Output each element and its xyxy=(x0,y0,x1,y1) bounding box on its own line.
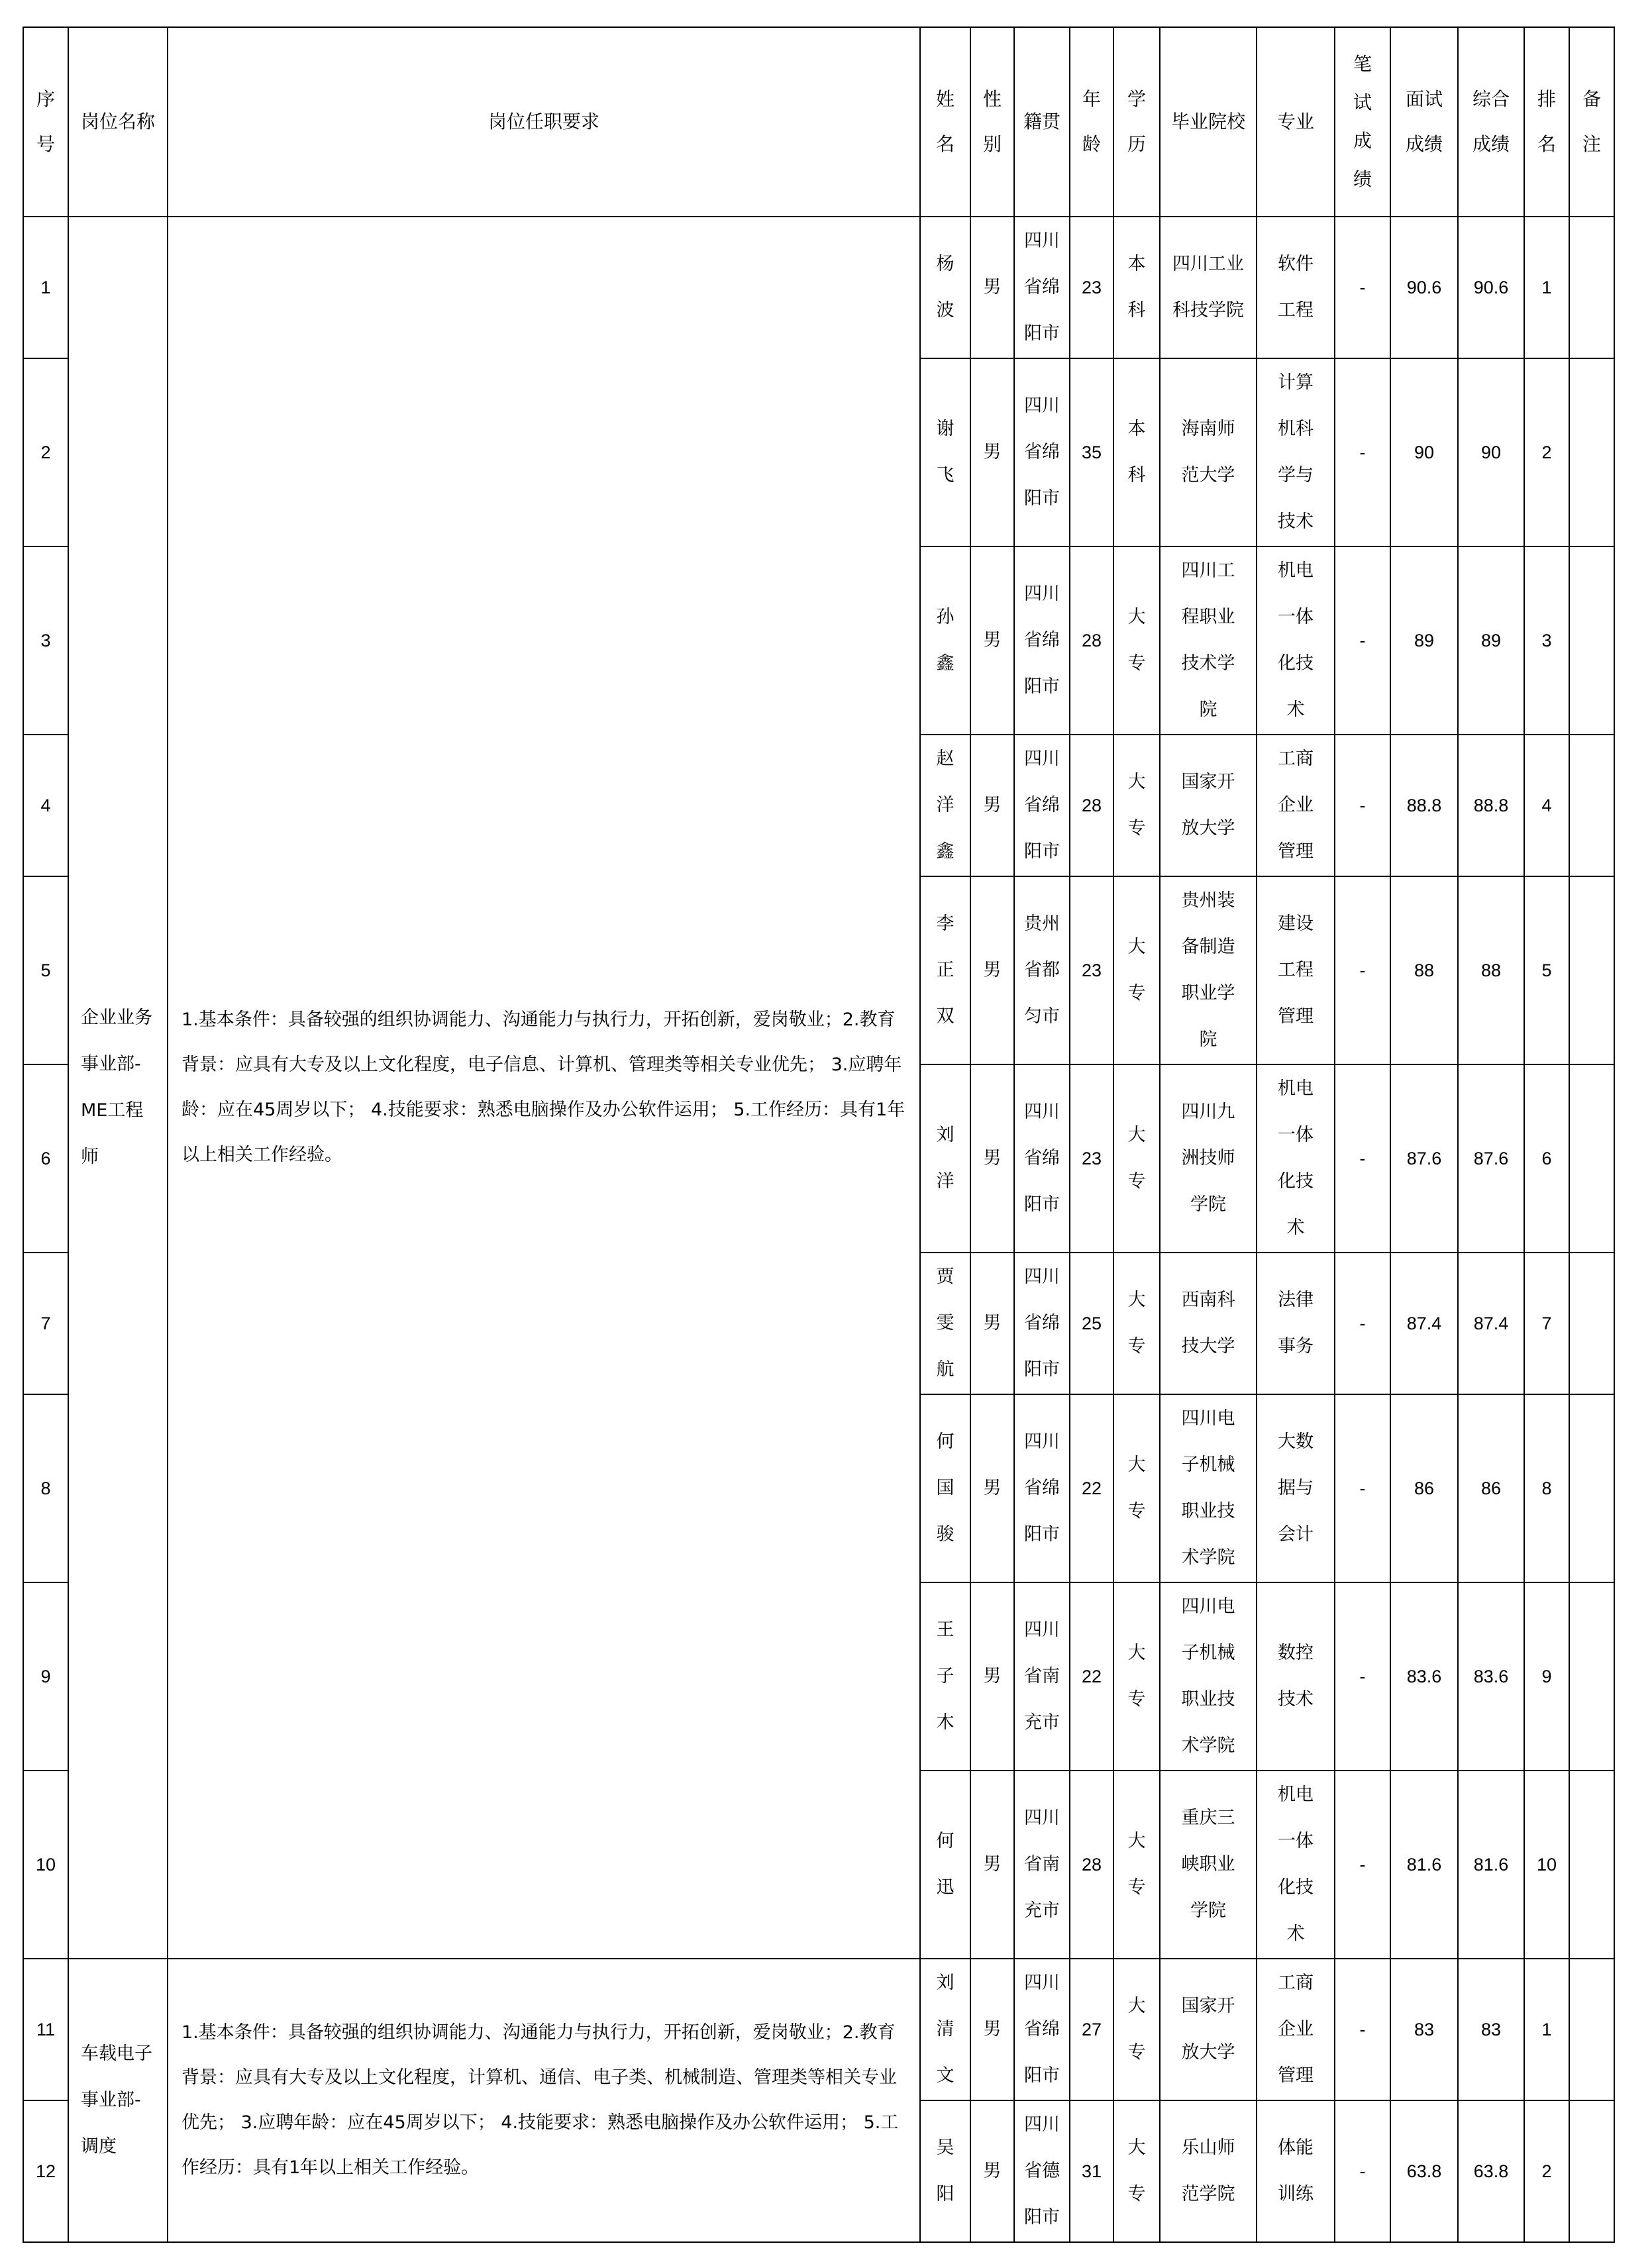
cell-total: 86 xyxy=(1458,1394,1524,1582)
cell-written: - xyxy=(1335,358,1390,546)
cell-no: 3 xyxy=(23,546,68,735)
cell-school: 四川工程职业技术学院 xyxy=(1160,546,1257,735)
cell-origin: 四川省绵阳市 xyxy=(1014,1064,1070,1253)
cell-major: 工商企业管理 xyxy=(1257,735,1335,876)
cell-note xyxy=(1569,1253,1614,1394)
cell-total: 88 xyxy=(1458,876,1524,1064)
cell-rank: 1 xyxy=(1524,1959,1569,2100)
cell-rank: 9 xyxy=(1524,1582,1569,1771)
cell-interview: 83.6 xyxy=(1390,1582,1458,1771)
cell-name: 吴阳 xyxy=(920,2100,970,2242)
header-position: 岗位名称 xyxy=(68,27,168,217)
cell-written: - xyxy=(1335,546,1390,735)
cell-total: 90.6 xyxy=(1458,217,1524,358)
cell-school: 西南科技大学 xyxy=(1160,1253,1257,1394)
header-education: 学历 xyxy=(1113,27,1160,217)
cell-major: 软件工程 xyxy=(1257,217,1335,358)
cell-name: 王子木 xyxy=(920,1582,970,1771)
cell-gender: 男 xyxy=(970,358,1014,546)
cell-name: 孙鑫 xyxy=(920,546,970,735)
header-origin: 籍贯 xyxy=(1014,27,1070,217)
cell-name: 杨波 xyxy=(920,217,970,358)
cell-education: 本科 xyxy=(1113,217,1160,358)
cell-no: 11 xyxy=(23,1959,68,2100)
cell-gender: 男 xyxy=(970,735,1014,876)
cell-rank: 1 xyxy=(1524,217,1569,358)
cell-rank: 5 xyxy=(1524,876,1569,1064)
cell-written: - xyxy=(1335,876,1390,1064)
cell-school: 四川工业科技学院 xyxy=(1160,217,1257,358)
cell-note xyxy=(1569,1582,1614,1771)
cell-name: 刘清文 xyxy=(920,1959,970,2100)
cell-origin: 四川省南充市 xyxy=(1014,1771,1070,1959)
cell-age: 23 xyxy=(1070,876,1113,1064)
results-table xyxy=(23,26,1615,2243)
cell-education: 本科 xyxy=(1113,358,1160,546)
cell-age: 28 xyxy=(1070,1771,1113,1959)
cell-no: 12 xyxy=(23,2100,68,2242)
cell-note xyxy=(1569,2100,1614,2242)
cell-gender: 男 xyxy=(970,1394,1014,1582)
cell-written: - xyxy=(1335,1959,1390,2100)
cell-interview: 87.4 xyxy=(1390,1253,1458,1394)
cell-note xyxy=(1569,1394,1614,1582)
cell-gender: 男 xyxy=(970,1771,1014,1959)
cell-written: - xyxy=(1335,1771,1390,1959)
cell-interview: 83 xyxy=(1390,1959,1458,2100)
cell-education: 大专 xyxy=(1113,735,1160,876)
cell-note xyxy=(1569,546,1614,735)
cell-education: 大专 xyxy=(1113,1064,1160,1253)
cell-written: - xyxy=(1335,735,1390,876)
table-row xyxy=(23,217,1614,358)
cell-education: 大专 xyxy=(1113,2100,1160,2242)
cell-education: 大专 xyxy=(1113,876,1160,1064)
cell-written: - xyxy=(1335,217,1390,358)
header-school: 毕业院校 xyxy=(1160,27,1257,217)
header-gender: 性别 xyxy=(970,27,1014,217)
cell-name: 贾雯航 xyxy=(920,1253,970,1394)
cell-note xyxy=(1569,358,1614,546)
cell-age: 23 xyxy=(1070,217,1113,358)
cell-rank: 2 xyxy=(1524,2100,1569,2242)
cell-major: 计算机科学与技术 xyxy=(1257,358,1335,546)
cell-position: 企业业务事业部-ME工程师 xyxy=(68,217,168,1959)
cell-interview: 90 xyxy=(1390,358,1458,546)
cell-position: 车载电子事业部-调度 xyxy=(68,1959,168,2242)
cell-total: 88.8 xyxy=(1458,735,1524,876)
cell-age: 35 xyxy=(1070,358,1113,546)
header-age: 年龄 xyxy=(1070,27,1113,217)
header-name: 姓名 xyxy=(920,27,970,217)
cell-no: 8 xyxy=(23,1394,68,1582)
cell-gender: 男 xyxy=(970,1582,1014,1771)
cell-note xyxy=(1569,735,1614,876)
cell-no: 10 xyxy=(23,1771,68,1959)
cell-rank: 8 xyxy=(1524,1394,1569,1582)
cell-major: 大数据与会计 xyxy=(1257,1394,1335,1582)
cell-total: 90 xyxy=(1458,358,1524,546)
cell-origin: 四川省绵阳市 xyxy=(1014,735,1070,876)
header-major: 专业 xyxy=(1257,27,1335,217)
cell-origin: 四川省德阳市 xyxy=(1014,2100,1070,2242)
cell-note xyxy=(1569,1959,1614,2100)
cell-gender: 男 xyxy=(970,1064,1014,1253)
cell-note xyxy=(1569,217,1614,358)
cell-total: 81.6 xyxy=(1458,1771,1524,1959)
header-no: 序号 xyxy=(23,27,68,217)
cell-interview: 81.6 xyxy=(1390,1771,1458,1959)
cell-written: - xyxy=(1335,1582,1390,1771)
cell-major: 机电一体化技术 xyxy=(1257,546,1335,735)
header-total-score: 综合成绩 xyxy=(1458,27,1524,217)
cell-school: 海南师范大学 xyxy=(1160,358,1257,546)
cell-written: - xyxy=(1335,1253,1390,1394)
cell-interview: 90.6 xyxy=(1390,217,1458,358)
cell-origin: 四川省绵阳市 xyxy=(1014,217,1070,358)
header-rank: 排名 xyxy=(1524,27,1569,217)
cell-name: 何迅 xyxy=(920,1771,970,1959)
cell-school: 重庆三峡职业学院 xyxy=(1160,1771,1257,1959)
cell-major: 数控技术 xyxy=(1257,1582,1335,1771)
header-row xyxy=(23,27,1614,217)
cell-total: 83 xyxy=(1458,1959,1524,2100)
cell-major: 法律事务 xyxy=(1257,1253,1335,1394)
cell-rank: 4 xyxy=(1524,735,1569,876)
cell-rank: 2 xyxy=(1524,358,1569,546)
cell-gender: 男 xyxy=(970,876,1014,1064)
cell-gender: 男 xyxy=(970,2100,1014,2242)
cell-name: 谢飞 xyxy=(920,358,970,546)
cell-gender: 男 xyxy=(970,1959,1014,2100)
cell-written: - xyxy=(1335,1394,1390,1582)
cell-origin: 四川省绵阳市 xyxy=(1014,1394,1070,1582)
cell-age: 28 xyxy=(1070,735,1113,876)
cell-no: 2 xyxy=(23,358,68,546)
cell-total: 89 xyxy=(1458,546,1524,735)
cell-interview: 88.8 xyxy=(1390,735,1458,876)
cell-major: 机电一体化技术 xyxy=(1257,1771,1335,1959)
cell-name: 赵洋鑫 xyxy=(920,735,970,876)
cell-origin: 四川省南充市 xyxy=(1014,1582,1070,1771)
cell-origin: 四川省绵阳市 xyxy=(1014,546,1070,735)
cell-rank: 6 xyxy=(1524,1064,1569,1253)
cell-origin: 四川省绵阳市 xyxy=(1014,358,1070,546)
cell-school: 四川九洲技师学院 xyxy=(1160,1064,1257,1253)
cell-age: 22 xyxy=(1070,1394,1113,1582)
cell-no: 9 xyxy=(23,1582,68,1771)
cell-total: 63.8 xyxy=(1458,2100,1524,2242)
cell-note xyxy=(1569,1064,1614,1253)
cell-note xyxy=(1569,1771,1614,1959)
cell-major: 建设工程管理 xyxy=(1257,876,1335,1064)
cell-age: 22 xyxy=(1070,1582,1113,1771)
cell-age: 23 xyxy=(1070,1064,1113,1253)
cell-interview: 89 xyxy=(1390,546,1458,735)
cell-gender: 男 xyxy=(970,1253,1014,1394)
cell-name: 李正双 xyxy=(920,876,970,1064)
cell-major: 体能训练 xyxy=(1257,2100,1335,2242)
cell-note xyxy=(1569,876,1614,1064)
cell-origin: 贵州省都匀市 xyxy=(1014,876,1070,1064)
cell-origin: 四川省绵阳市 xyxy=(1014,1959,1070,2100)
cell-rank: 3 xyxy=(1524,546,1569,735)
cell-school: 四川电子机械职业技术学院 xyxy=(1160,1394,1257,1582)
cell-interview: 63.8 xyxy=(1390,2100,1458,2242)
cell-education: 大专 xyxy=(1113,1582,1160,1771)
cell-school: 四川电子机械职业技术学院 xyxy=(1160,1582,1257,1771)
cell-education: 大专 xyxy=(1113,1771,1160,1959)
cell-total: 87.4 xyxy=(1458,1253,1524,1394)
cell-school: 国家开放大学 xyxy=(1160,1959,1257,2100)
cell-name: 何国骏 xyxy=(920,1394,970,1582)
cell-no: 5 xyxy=(23,876,68,1064)
cell-gender: 男 xyxy=(970,217,1014,358)
header-note: 备注 xyxy=(1569,27,1614,217)
cell-age: 25 xyxy=(1070,1253,1113,1394)
cell-gender: 男 xyxy=(970,546,1014,735)
cell-education: 大专 xyxy=(1113,1253,1160,1394)
header-written-score: 笔试成绩 xyxy=(1335,27,1390,217)
cell-age: 31 xyxy=(1070,2100,1113,2242)
cell-education: 大专 xyxy=(1113,546,1160,735)
cell-age: 27 xyxy=(1070,1959,1113,2100)
cell-no: 7 xyxy=(23,1253,68,1394)
cell-interview: 88 xyxy=(1390,876,1458,1064)
cell-no: 1 xyxy=(23,217,68,358)
cell-no: 4 xyxy=(23,735,68,876)
cell-total: 83.6 xyxy=(1458,1582,1524,1771)
cell-requirements: 1.基本条件：具备较强的组织协调能力、沟通能力与执行力，开拓创新，爱岗敬业；2.教育背景：应具有大专及以上文化程度，计算机、通信、电子类、机械制造、管理类等相关专业优先； 3.应聘年龄：应在45周岁以下； 4.技能要求：熟悉电脑操作及办公软件运用； 5.工作经历：具有1年以上相关工作经验。 xyxy=(168,1959,920,2242)
cell-written: - xyxy=(1335,2100,1390,2242)
cell-total: 87.6 xyxy=(1458,1064,1524,1253)
header-interview-score: 面试成绩 xyxy=(1390,27,1458,217)
cell-school: 国家开放大学 xyxy=(1160,735,1257,876)
cell-school: 贵州装备制造职业学院 xyxy=(1160,876,1257,1064)
cell-interview: 87.6 xyxy=(1390,1064,1458,1253)
cell-education: 大专 xyxy=(1113,1959,1160,2100)
cell-written: - xyxy=(1335,1064,1390,1253)
cell-rank: 7 xyxy=(1524,1253,1569,1394)
header-requirements: 岗位任职要求 xyxy=(168,27,920,217)
cell-education: 大专 xyxy=(1113,1394,1160,1582)
cell-interview: 86 xyxy=(1390,1394,1458,1582)
cell-no: 6 xyxy=(23,1064,68,1253)
cell-name: 刘洋 xyxy=(920,1064,970,1253)
cell-requirements: 1.基本条件：具备较强的组织协调能力、沟通能力与执行力，开拓创新，爱岗敬业；2.教育背景：应具有大专及以上文化程度，电子信息、计算机、管理类等相关专业优先； 3.应聘年龄：应在45周岁以下； 4.技能要求：熟悉电脑操作及办公软件运用； 5.工作经历：具有1年以上相关工作经验。 xyxy=(168,217,920,1959)
cell-school: 乐山师范学院 xyxy=(1160,2100,1257,2242)
cell-origin: 四川省绵阳市 xyxy=(1014,1253,1070,1394)
cell-major: 工商企业管理 xyxy=(1257,1959,1335,2100)
cell-rank: 10 xyxy=(1524,1771,1569,1959)
cell-major: 机电一体化技术 xyxy=(1257,1064,1335,1253)
cell-age: 28 xyxy=(1070,546,1113,735)
table-row xyxy=(23,1959,1614,2100)
